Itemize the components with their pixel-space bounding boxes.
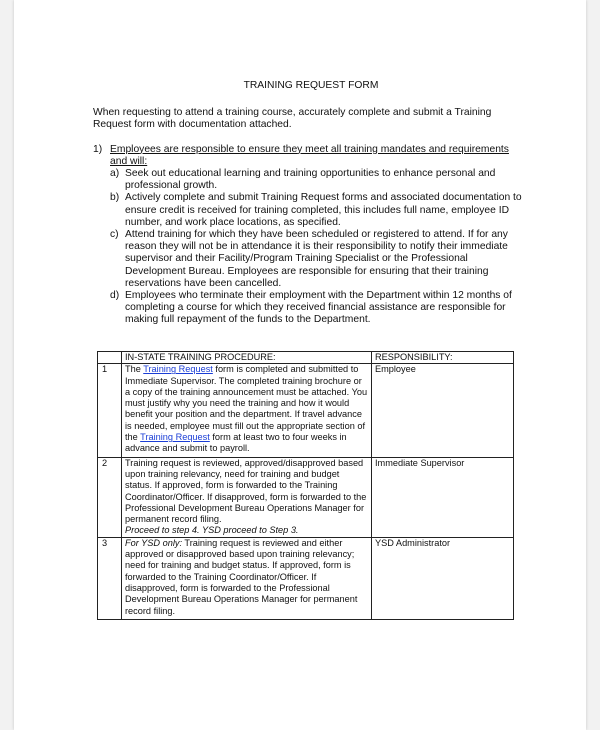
row-responsibility: YSD Administrator [372, 537, 514, 619]
row-procedure-text: Training request is reviewed and either approved or disapproved based upon training relevancy; need for training and budget status. If approved, form is forwarded to the Training Coordinator/Officer. If disapproved, form is forwarded to the Professional Development Bureau Operations Manager for permanent record filing. [125, 537, 358, 616]
list-item-text: Seek out educational learning and training opportunities to enhance personal and professional growth. [125, 168, 496, 192]
row-procedure [122, 364, 372, 457]
row-procedure-text: Training request is reviewed, approved/disapproved based upon training relevancy, need for training and budget status. If approved, form is forwarded to the Training Coordinator/Officer. If disapproved, form is forwarded to the Professional Development Bureau Operations Manager for permanent record filing. [125, 457, 367, 525]
row-procedure-text: form is completed and submitted to Immediate Supervisor. The completed training brochure or a copy of the training announcement must be attached. You must justify why you need the training and how it would benefit your position and the department. If travel advance is needed, employee must fill out the appropriate section of the [125, 364, 368, 443]
section-1 [93, 144, 523, 327]
list-item-letter: b) [110, 192, 120, 204]
list-item-letter: d) [110, 290, 120, 302]
row-procedure-note: Proceed to step 4. YSD proceed to Step 3. [125, 525, 299, 536]
list-item-text: Employees who terminate their employment with the Department within 12 months of completing a course for which they received financial assistance are responsible for making full repayment of the funds to the Department. [125, 290, 512, 326]
table-header-procedure: IN-STATE TRAINING PROCEDURE: [122, 352, 372, 364]
row-number: 3 [98, 537, 122, 619]
row-procedure [122, 457, 372, 537]
row-number: 2 [98, 457, 122, 537]
row-responsibility: Immediate Supervisor [372, 457, 514, 537]
procedure-table [97, 351, 514, 620]
document-body [93, 80, 523, 327]
row-procedure-text: The [125, 364, 144, 375]
table-row [98, 364, 514, 457]
row-procedure-lead: For YSD only: [125, 537, 183, 548]
document-page [14, 0, 586, 730]
table-header-row [98, 352, 514, 364]
section-1-number: 1) [93, 143, 103, 155]
table-row [98, 537, 514, 619]
list-item-text: Actively complete and submit Training Request forms and associated documentation to ensure credit is received for training completed, this includes full name, employee ID number, and work place locations, as specified. [125, 192, 522, 228]
section-1-list [110, 168, 523, 327]
row-procedure [122, 537, 372, 619]
page-title: TRAINING REQUEST FORM [243, 80, 379, 91]
training-request-link[interactable]: Training Request [143, 364, 213, 375]
section-1-heading: Employees are responsible to ensure they meet all training mandates and requirements and will: [110, 143, 509, 167]
table-header-num [98, 352, 122, 364]
list-item-letter: c) [110, 229, 119, 241]
table-row [98, 457, 514, 537]
list-item-a [110, 168, 523, 192]
row-procedure-text: form at least two to four weeks in advance and submit to payroll. [125, 432, 347, 454]
list-item-c [110, 229, 523, 290]
table-header-responsibility: RESPONSIBILITY: [372, 352, 514, 364]
intro-paragraph: When requesting to attend a training course, accurately complete and submit a Training Request form with documentation attached. [93, 107, 492, 131]
list-item-b [110, 192, 523, 229]
list-item-d [110, 290, 523, 327]
list-item-text: Attend training for which they have been scheduled or registered to attend. If for any reason they will not be in attendance it is their responsibility to notify their immediate supervisor and their Facility/Program Training Specialist or the Professional Development Bureau. Employees are responsible for ensuring that their training reservations have been cancelled. [125, 229, 508, 289]
training-request-link-2[interactable]: Training Request [140, 432, 210, 443]
list-item-letter: a) [110, 168, 120, 180]
row-responsibility: Employee [372, 364, 514, 457]
row-number: 1 [98, 364, 122, 457]
